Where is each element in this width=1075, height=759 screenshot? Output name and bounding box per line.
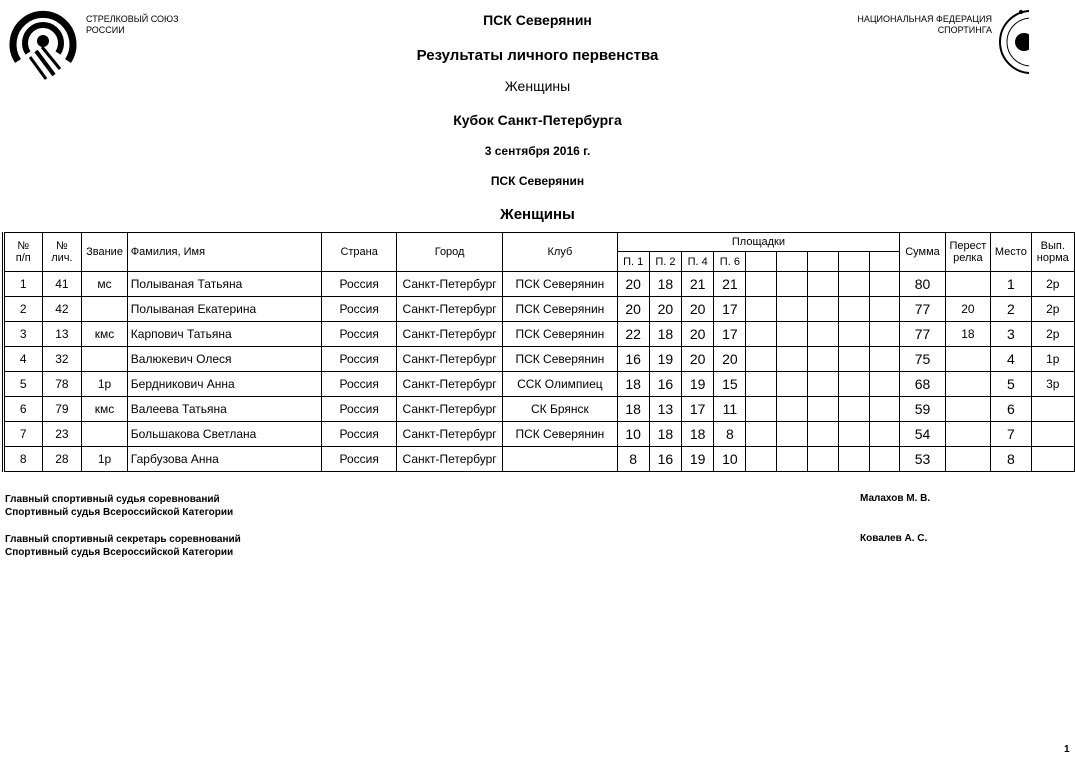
row-num: 7 bbox=[4, 422, 43, 447]
empty-score-cell bbox=[746, 297, 777, 322]
row-num: 6 bbox=[4, 397, 43, 422]
row-shootoff: 18 bbox=[945, 322, 990, 347]
row-city: Санкт-Петербург bbox=[396, 297, 502, 322]
score-cell: 16 bbox=[649, 372, 681, 397]
empty-score-cell bbox=[777, 272, 808, 297]
row-rank: 1р bbox=[82, 447, 127, 472]
empty-score-cell bbox=[808, 272, 839, 297]
header-bib: № лич. bbox=[42, 233, 82, 272]
row-place: 2 bbox=[991, 297, 1031, 322]
row-norm: 2р bbox=[1031, 272, 1074, 297]
row-place: 7 bbox=[991, 422, 1031, 447]
empty-score-cell bbox=[808, 322, 839, 347]
score-cell: 21 bbox=[682, 272, 714, 297]
row-norm bbox=[1031, 422, 1074, 447]
station-label: П. 1 bbox=[617, 252, 649, 272]
score-cell: 19 bbox=[682, 372, 714, 397]
score-cell: 10 bbox=[714, 447, 746, 472]
header-place: Место bbox=[991, 233, 1031, 272]
row-name: Большакова Светлана bbox=[127, 422, 322, 447]
row-place: 1 bbox=[991, 272, 1031, 297]
row-norm: 1р bbox=[1031, 347, 1074, 372]
score-cell: 19 bbox=[649, 347, 681, 372]
row-club: ПСК Северянин bbox=[503, 347, 617, 372]
row-club: ПСК Северянин bbox=[503, 272, 617, 297]
row-club bbox=[503, 447, 617, 472]
table-row bbox=[4, 297, 1075, 322]
judge-name: Малахов М. В. bbox=[860, 493, 931, 504]
row-shootoff bbox=[945, 422, 990, 447]
row-city: Санкт-Петербург bbox=[396, 347, 502, 372]
score-cell: 17 bbox=[682, 397, 714, 422]
row-name: Полываная Екатерина bbox=[127, 297, 322, 322]
row-num: 1 bbox=[4, 272, 43, 297]
row-club: ПСК Северянин bbox=[503, 422, 617, 447]
row-city: Санкт-Петербург bbox=[396, 272, 502, 297]
row-club: ССК Олимпиец bbox=[503, 372, 617, 397]
row-country: Россия bbox=[322, 347, 397, 372]
empty-score-cell bbox=[746, 322, 777, 347]
row-norm: 2р bbox=[1031, 297, 1074, 322]
empty-score-cell bbox=[870, 297, 900, 322]
score-cell: 8 bbox=[617, 447, 649, 472]
row-shootoff bbox=[945, 447, 990, 472]
table-row bbox=[4, 422, 1075, 447]
score-cell: 20 bbox=[682, 347, 714, 372]
secretary-name: Ковалев А. С. bbox=[860, 533, 928, 544]
row-city: Санкт-Петербург bbox=[396, 447, 502, 472]
header-shootoff: Перест релка bbox=[945, 233, 990, 272]
row-rank bbox=[82, 297, 127, 322]
empty-score-cell bbox=[808, 347, 839, 372]
row-club: СК Брянск bbox=[503, 397, 617, 422]
row-name: Полываная Татьяна bbox=[127, 272, 322, 297]
row-norm bbox=[1031, 397, 1074, 422]
row-place: 6 bbox=[991, 397, 1031, 422]
table-row bbox=[4, 447, 1075, 472]
score-cell: 16 bbox=[649, 447, 681, 472]
score-cell: 18 bbox=[649, 322, 681, 347]
row-sum: 77 bbox=[900, 297, 945, 322]
header-rank: Звание bbox=[82, 233, 127, 272]
row-shootoff bbox=[945, 397, 990, 422]
empty-score-cell bbox=[746, 347, 777, 372]
row-city: Санкт-Петербург bbox=[396, 372, 502, 397]
empty-score-cell bbox=[870, 322, 900, 347]
row-sum: 80 bbox=[900, 272, 945, 297]
row-bib: 13 bbox=[42, 322, 82, 347]
empty-score-cell bbox=[777, 372, 808, 397]
empty-score-cell bbox=[777, 422, 808, 447]
row-place: 4 bbox=[991, 347, 1031, 372]
empty-score-cell bbox=[777, 447, 808, 472]
station-label bbox=[808, 252, 839, 272]
row-name: Бердникович Анна bbox=[127, 372, 322, 397]
empty-score-cell bbox=[746, 272, 777, 297]
federation-name: НАЦИОНАЛЬНАЯ ФЕДЕРАЦИЯ СПОРТИНГА bbox=[857, 14, 992, 35]
score-cell: 18 bbox=[682, 422, 714, 447]
row-norm: 3р bbox=[1031, 372, 1074, 397]
row-city: Санкт-Петербург bbox=[396, 422, 502, 447]
row-country: Россия bbox=[322, 447, 397, 472]
header-num: № п/п bbox=[4, 233, 43, 272]
empty-score-cell bbox=[746, 447, 777, 472]
table-row bbox=[4, 397, 1075, 422]
table-row bbox=[4, 322, 1075, 347]
score-cell: 11 bbox=[714, 397, 746, 422]
secretary-signature-block bbox=[5, 533, 241, 559]
results-title: Результаты личного первенства bbox=[416, 47, 659, 64]
row-country: Россия bbox=[322, 322, 397, 347]
score-cell: 10 bbox=[617, 422, 649, 447]
score-cell: 18 bbox=[617, 397, 649, 422]
judge-role: Главный спортивный судья соревнований bbox=[5, 494, 220, 505]
empty-score-cell bbox=[746, 422, 777, 447]
empty-score-cell bbox=[808, 372, 839, 397]
table-row bbox=[4, 372, 1075, 397]
row-place: 8 bbox=[991, 447, 1031, 472]
row-sum: 54 bbox=[900, 422, 945, 447]
table-row bbox=[4, 347, 1075, 372]
club-title: ПСК Северянин bbox=[483, 12, 592, 28]
score-cell: 20 bbox=[649, 297, 681, 322]
header-norm: Вып. норма bbox=[1031, 233, 1074, 272]
row-country: Россия bbox=[322, 272, 397, 297]
empty-score-cell bbox=[746, 372, 777, 397]
empty-score-cell bbox=[839, 447, 870, 472]
empty-score-cell bbox=[839, 397, 870, 422]
row-norm bbox=[1031, 447, 1074, 472]
row-sum: 68 bbox=[900, 372, 945, 397]
row-place: 3 bbox=[991, 322, 1031, 347]
score-cell: 20 bbox=[682, 322, 714, 347]
row-club: ПСК Северянин bbox=[503, 297, 617, 322]
header-stations: Площадки bbox=[617, 233, 900, 252]
row-place: 5 bbox=[991, 372, 1031, 397]
empty-score-cell bbox=[777, 397, 808, 422]
row-shootoff bbox=[945, 272, 990, 297]
empty-score-cell bbox=[808, 422, 839, 447]
score-cell: 20 bbox=[617, 272, 649, 297]
header-name: Фамилия, Имя bbox=[127, 233, 322, 272]
empty-score-cell bbox=[870, 347, 900, 372]
empty-score-cell bbox=[839, 272, 870, 297]
station-label bbox=[870, 252, 900, 272]
empty-score-cell bbox=[839, 322, 870, 347]
judge-signature-block bbox=[5, 493, 233, 519]
row-num: 8 bbox=[4, 447, 43, 472]
empty-score-cell bbox=[870, 397, 900, 422]
score-cell: 18 bbox=[649, 422, 681, 447]
row-rank: кмс bbox=[82, 322, 127, 347]
row-bib: 78 bbox=[42, 372, 82, 397]
empty-score-cell bbox=[808, 397, 839, 422]
score-cell: 18 bbox=[617, 372, 649, 397]
row-name: Валюкевич Олеся bbox=[127, 347, 322, 372]
row-name: Гарбузова Анна bbox=[127, 447, 322, 472]
page-number: 1 bbox=[1064, 744, 1070, 755]
row-rank bbox=[82, 422, 127, 447]
category-subtitle: Женщины bbox=[504, 78, 571, 94]
row-city: Санкт-Петербург bbox=[396, 322, 502, 347]
score-cell: 21 bbox=[714, 272, 746, 297]
empty-score-cell bbox=[870, 372, 900, 397]
empty-score-cell bbox=[777, 297, 808, 322]
row-club: ПСК Северянин bbox=[503, 322, 617, 347]
row-num: 5 bbox=[4, 372, 43, 397]
row-norm: 2р bbox=[1031, 322, 1074, 347]
row-name: Валеева Татьяна bbox=[127, 397, 322, 422]
row-rank bbox=[82, 347, 127, 372]
score-cell: 13 bbox=[649, 397, 681, 422]
row-sum: 75 bbox=[900, 347, 945, 372]
row-country: Россия bbox=[322, 422, 397, 447]
header-sum: Сумма bbox=[900, 233, 945, 272]
row-num: 3 bbox=[4, 322, 43, 347]
row-bib: 28 bbox=[42, 447, 82, 472]
row-country: Россия bbox=[322, 372, 397, 397]
empty-score-cell bbox=[870, 447, 900, 472]
secretary-role: Главный спортивный секретарь соревнований bbox=[5, 534, 241, 545]
station-label: П. 2 bbox=[649, 252, 681, 272]
empty-score-cell bbox=[870, 422, 900, 447]
header-city: Город bbox=[396, 233, 502, 272]
union-name: СТРЕЛКОВЫЙ СОЮЗ РОССИИ bbox=[86, 14, 179, 35]
station-label: П. 4 bbox=[682, 252, 714, 272]
row-rank: кмс bbox=[82, 397, 127, 422]
cup-title: Кубок Санкт-Петербурга bbox=[453, 112, 622, 128]
empty-score-cell bbox=[839, 297, 870, 322]
event-venue: ПСК Северянин bbox=[490, 174, 585, 188]
empty-score-cell bbox=[839, 347, 870, 372]
score-cell: 22 bbox=[617, 322, 649, 347]
judge-category: Спортивный судья Всероссийской Категории bbox=[5, 507, 234, 518]
station-label bbox=[839, 252, 870, 272]
row-bib: 23 bbox=[42, 422, 82, 447]
row-sum: 53 bbox=[900, 447, 945, 472]
row-country: Россия bbox=[322, 397, 397, 422]
row-bib: 42 bbox=[42, 297, 82, 322]
header-country: Страна bbox=[322, 233, 397, 272]
score-cell: 17 bbox=[714, 322, 746, 347]
score-cell: 17 bbox=[714, 297, 746, 322]
row-city: Санкт-Петербург bbox=[396, 397, 502, 422]
empty-score-cell bbox=[808, 447, 839, 472]
row-country: Россия bbox=[322, 297, 397, 322]
station-label bbox=[777, 252, 808, 272]
header-club: Клуб bbox=[503, 233, 617, 272]
empty-score-cell bbox=[839, 422, 870, 447]
row-name: Карпович Татьяна bbox=[127, 322, 322, 347]
score-cell: 20 bbox=[682, 297, 714, 322]
table-row bbox=[4, 272, 1075, 297]
row-rank: мс bbox=[82, 272, 127, 297]
row-bib: 41 bbox=[42, 272, 82, 297]
row-rank: 1р bbox=[82, 372, 127, 397]
results-table bbox=[2, 232, 1075, 472]
empty-score-cell bbox=[746, 397, 777, 422]
score-cell: 20 bbox=[714, 347, 746, 372]
station-label bbox=[746, 252, 777, 272]
row-shootoff bbox=[945, 347, 990, 372]
row-bib: 79 bbox=[42, 397, 82, 422]
empty-score-cell bbox=[777, 322, 808, 347]
row-num: 2 bbox=[4, 297, 43, 322]
row-shootoff bbox=[945, 372, 990, 397]
score-cell: 19 bbox=[682, 447, 714, 472]
station-label: П. 6 bbox=[714, 252, 746, 272]
row-num: 4 bbox=[4, 347, 43, 372]
row-shootoff: 20 bbox=[945, 297, 990, 322]
score-cell: 15 bbox=[714, 372, 746, 397]
event-date: 3 сентября 2016 г. bbox=[484, 144, 591, 158]
score-cell: 16 bbox=[617, 347, 649, 372]
empty-score-cell bbox=[777, 347, 808, 372]
secretary-category: Спортивный судья Всероссийской Категории bbox=[5, 547, 234, 558]
category-heading: Женщины bbox=[500, 206, 575, 223]
empty-score-cell bbox=[808, 297, 839, 322]
empty-score-cell bbox=[870, 272, 900, 297]
empty-score-cell bbox=[839, 372, 870, 397]
row-sum: 59 bbox=[900, 397, 945, 422]
score-cell: 18 bbox=[649, 272, 681, 297]
row-sum: 77 bbox=[900, 322, 945, 347]
score-cell: 8 bbox=[714, 422, 746, 447]
score-cell: 20 bbox=[617, 297, 649, 322]
row-bib: 32 bbox=[42, 347, 82, 372]
